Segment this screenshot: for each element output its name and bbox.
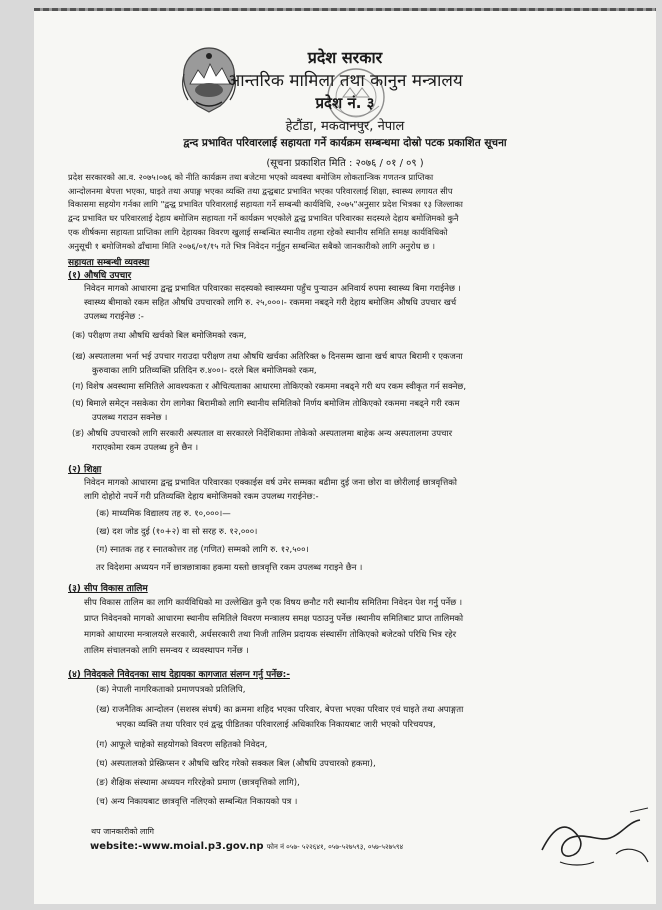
para-line: निवेदन मागको आधारमा द्वन्द्व प्रभावित परिवारका एक्काईस वर्ष उमेर सम्मका बढीमा दुई जना छोरा वा छोरीलाई छात्रवृत्तिको bbox=[84, 478, 457, 488]
list-item: (ग) स्नातक तह र स्नातकोत्तर तह (गणित) सम्मको लागि रु. १२,५००। bbox=[96, 545, 309, 555]
para-line: प्राप्त निवेदनको मागको आधारमा स्थानीय समितिले विवरण मन्त्रालय समक्ष पठाउनु पर्नेछ ।स्थानीय समितिबाट प्राप्त तालिमको bbox=[84, 614, 464, 624]
website-link[interactable]: website:-www.moial.p3.gov.np bbox=[90, 841, 264, 852]
intro-line: द्वन्द प्रभावित घर परिवारलाई देहाय बमोजिम सहायता गर्ने कार्यक्रम भएकोले द्वन्द्व प्रभावित परिवारका सदस्यले देहाय बमोजिमको कुनै bbox=[68, 213, 459, 224]
list-item: (घ) अस्पतालको प्रेस्क्रिप्सन र औषधि खरिद गरेको सक्कल बिल (औषधि उपचारको हकमा), bbox=[96, 759, 376, 769]
list-item: (च) अन्य निकायबाट छात्रवृत्ति नलिएको सम्बन्धित निकायको पत्र । bbox=[96, 797, 298, 807]
section-2-para bbox=[84, 476, 650, 504]
signature bbox=[530, 792, 656, 882]
list-item: (ख) राजनैतिक आन्दोलन (सशस्त्र संघर्ष) का क्रममा शहिद भएका परिवार, बेपत्ता भएका परिवार एवं घाइते तथा अपाङ्गता bbox=[96, 705, 464, 715]
para-line: स्वास्थ्य बीमाको रकम सहित औषधि उपचारको लागि रु. २५,०००।- रकममा नबढ्ने गरी देहाय बमोजिम औषधि उपचार खर्च bbox=[84, 298, 457, 308]
section-1-para bbox=[84, 282, 650, 324]
list-item-continuation: भएका व्यक्ति तथा परिवार एवं द्वन्द्व पीडितका परिवारलाई अधिकारिक निकायबाट जारी भएको परिचयपत्र, bbox=[116, 720, 436, 730]
section-1-title: (१) औषधि उपचार bbox=[68, 271, 132, 281]
list-item: (ङ) शैक्षिक संस्थामा अध्ययन गरिरहेको प्रमाण (छात्रवृत्तिको लागि), bbox=[96, 778, 300, 788]
contact-note: थप जानकारीको लागि bbox=[91, 827, 155, 836]
intro-line: प्रदेश सरकारको आ.व. २०७५।०७६ को नीति कार्यक्रम तथा बजेटमा भएको व्यवस्था बमोजिम लोकतान्त्रिक गणतन्त्र प्राप्तिका bbox=[68, 172, 434, 182]
list-item: (घ) बिमाले समेट्न नसकेका रोग लागेका बिरामीको लागि स्थानीय समितिको निर्णय बमोजिम तोकिएको रकममा नबढ्ने गरी रकम bbox=[72, 399, 460, 409]
para-line: तालिम संचालनको लागि समन्वय र व्यवस्थापन गर्नेछ । bbox=[84, 646, 249, 656]
list-item-continuation: कुरुवाका लागि प्रतिव्यक्ति प्रतिदिन रु.४००।- दरले बिल बमोजिमको रकम, bbox=[92, 366, 317, 376]
section-3-title: (३) सीप विकास तालिम bbox=[68, 584, 148, 594]
scan-edge bbox=[34, 8, 656, 11]
list-item: तर विदेशमा अध्ययन गर्ने छात्रछात्राका हकमा यस्तो छात्रवृत्ति रकम उपलब्ध गराइने छैन । bbox=[96, 563, 363, 573]
list-item: (क) परीक्षण तथा औषधि खर्चको बिल बमोजिमको रकम, bbox=[72, 331, 247, 341]
list-item: (ख) दश जोड दुई (१०+२) वा सो सरह रु. १२,०००। bbox=[96, 527, 258, 537]
para-line: लागि दोहोरो नपर्ने गरी प्रतिव्यक्ति देहाय बमोजिमको रकम उपलब्ध गराईनेछ:- bbox=[84, 492, 319, 502]
list-item: (ख) अस्पतालमा भर्ना भई उपचार गराउदा परीक्षण तथा औषधि खर्चका अतिरिक्त ७ दिनसम्म खाना खर्च बापत बिरामी र एकजना bbox=[72, 352, 463, 362]
list-item-continuation: उपलब्ध गराउन सक्नेछ । bbox=[92, 413, 168, 423]
list-item: (क) नेपाली नागरिकताको प्रमाणपत्रको प्रतिलिपि, bbox=[96, 685, 246, 695]
contact-line bbox=[90, 841, 403, 852]
govt-name: प्रदेश सरकार bbox=[307, 48, 383, 67]
ministry-name: आन्तरिक मामिला तथा कानुन मन्त्रालय bbox=[227, 71, 463, 91]
list-item: (ग) आफूले चाहेको सहयोगको विवरण सहितको निवेदन, bbox=[96, 740, 268, 750]
notice-subject: द्वन्द प्रभावित परिवारलाई सहायता गर्ने कार्यक्रम सम्बन्धमा दोस्रो पटक प्रकाशित सूचना bbox=[183, 137, 507, 149]
section-3-para bbox=[84, 595, 650, 659]
province-name: प्रदेश नं. ३ bbox=[315, 94, 375, 112]
intro-line: आन्दोलनमा बेपत्ता भएका, घाइते तथा अपाङ्ग भएका व्यक्ति तथा द्वन्द्वबाट प्रभावित भएका परिवारलाई शिक्षा, स्वास्थ्य लगायत सीप bbox=[68, 185, 453, 196]
intro-line: अनुसूची १ बमोजिमको ढाँचामा मिति २०७६/०१/१५ गते भित्र निवेदन गर्नुहुन सम्बन्धित सबैको जानकारीको लागि अनुरोध छ । bbox=[68, 240, 436, 251]
list-item: (क) माध्यमिक विद्यालय तह रु. १०,०००।— bbox=[96, 509, 231, 519]
intro-paragraph bbox=[68, 171, 650, 253]
list-item: (ङ) औषधि उपचारको लागि सरकारी अस्पताल वा सरकारले निर्देशिकामा तोकेको अस्पतालमा बाहेक अन्य अस्पतालमा उपचार bbox=[72, 429, 453, 439]
address: हेटौंडा, मकवानपुर, नेपाल bbox=[285, 119, 405, 134]
publish-date: (सूचना प्रकाशित मिति : २०७६ / ०१ / ०९ ) bbox=[266, 158, 424, 169]
section-2-title: (२) शिक्षा bbox=[68, 465, 102, 475]
intro-line: विकासमा सहयोग गर्नका लागि "द्वन्द्व प्रभावित परिवारलाई सहायता गर्ने सम्बन्धी कार्यविधि, २०७५"अनुसार प्रदेश भित्रका १३ जिल्लाका bbox=[68, 199, 463, 210]
para-line: मागको आधारमा मन्त्रालयले सरकारी, अर्धसरकारी तथा निजी तालिम प्रदायक संस्थासँग तोकिएको बजेटको परिधि भित्र रहेर bbox=[84, 630, 457, 640]
para-line: उपलब्ध गराईनेछ :- bbox=[84, 312, 144, 322]
section-4-title: (४) निवेदकले निवेदनका साथ देहायका कागजात संलग्न गर्नु पर्नेछ:- bbox=[68, 670, 290, 680]
list-item: (ग) विशेष अवस्थामा समितिले आवश्यकता र औचित्यताका आधारमा तोकिएको रकममा नबढ्ने गरी थप रकम स्वीकृत गर्न सक्नेछ, bbox=[72, 382, 467, 392]
para-line: निवेदन मागको आधारमा द्वन्द्व प्रभावित परिवारका सदस्यको स्वास्थ्यमा पहुँच पुऱ्याउन अनिवार्य रुपमा स्वास्थ्य बिमा गराईनेछ । bbox=[84, 284, 461, 294]
section-heading: सहायता सम्बन्धी व्यवस्था bbox=[68, 258, 150, 268]
intro-line: एक शीर्षकमा सहायता प्राप्तिका लागि देहायका विवरण खुलाई सम्बन्धित स्थानीय तहमा रहेको स्थानीय समिति समक्ष कार्यविधिको bbox=[68, 226, 448, 237]
list-item-continuation: गराएकोमा रकम उपलब्ध हुने छैन । bbox=[92, 443, 199, 453]
document-page bbox=[34, 8, 656, 904]
para-line: सीप विकास तालिम का लागि कार्यविधिको मा उल्लेखित कुनै एक विषय छनौट गरी स्थानीय समितिमा निवेदन पेश गर्नु पर्नेछ । bbox=[84, 598, 463, 608]
phone-numbers: फोन नं ०५७- ५२२६४१, ०५७-५२७५९३, ०५७-५२७५९४ bbox=[266, 843, 404, 851]
